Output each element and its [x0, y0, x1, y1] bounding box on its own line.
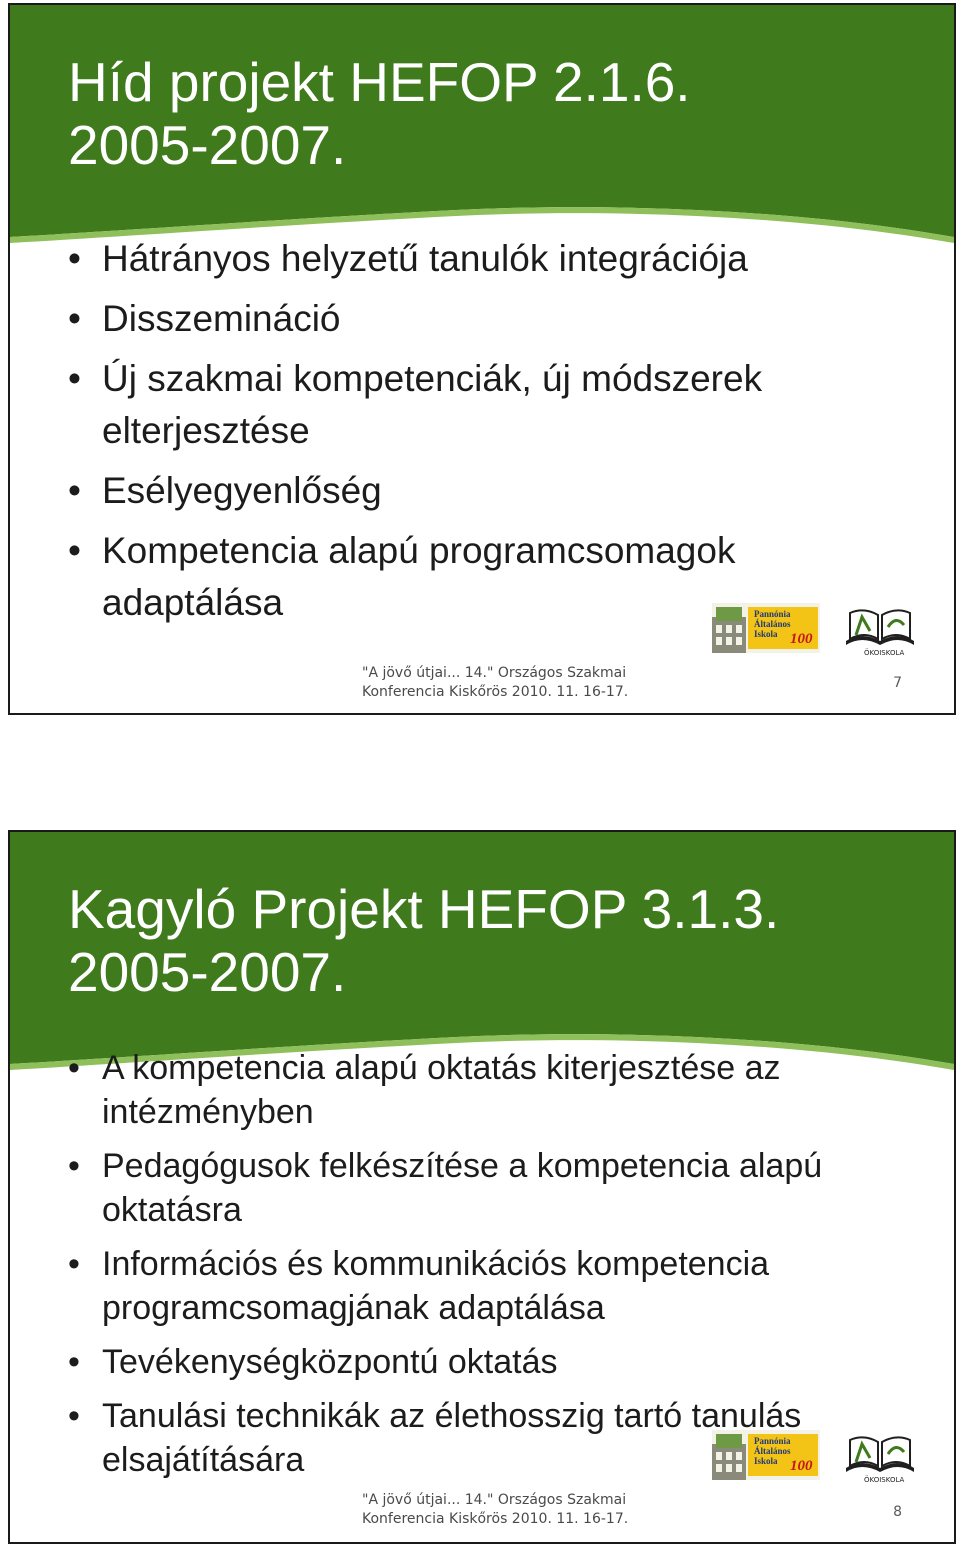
bullet-list — [68, 233, 914, 637]
slide-title-line1: Kagyló Projekt HEFOP 3.1.3. — [68, 878, 780, 940]
slide-title-line2: 2005-2007. — [68, 941, 347, 1003]
slide-title — [68, 51, 691, 177]
page-number: 7 — [893, 675, 902, 691]
svg-text:Iskola: Iskola — [754, 1456, 778, 1466]
svg-text:Általános: Általános — [754, 619, 791, 629]
svg-text:100: 100 — [790, 631, 813, 647]
bullet-item: • Új szakmai kompetenciák, új módszerek elterjesztése — [68, 353, 914, 457]
slide-footer — [362, 664, 628, 702]
slide-title-line1: Híd projekt HEFOP 2.1.6. — [68, 51, 691, 113]
footer-line1: "A jövő útjai... 14." Országos Szakmai — [362, 665, 627, 681]
footer-line1: "A jövő útjai... 14." Országos Szakmai — [362, 1492, 627, 1508]
eco-school-label: ÖKOISKOLA — [864, 649, 905, 657]
eco-school-logo — [840, 601, 920, 657]
bullet-list — [68, 1046, 900, 1492]
svg-text:Általános: Általános — [754, 1446, 791, 1456]
footer-line2: Konferencia Kiskőrös 2010. 11. 16-17. — [362, 1511, 629, 1527]
svg-text:Iskola: Iskola — [754, 629, 778, 639]
school-logo — [712, 603, 820, 653]
bullet-item: • Esélyegyenlőség — [68, 465, 914, 517]
school-logo-text: Pannónia — [754, 609, 791, 619]
slide-7 — [8, 3, 956, 715]
footer-line2: Konferencia Kiskőrös 2010. 11. 16-17. — [362, 684, 629, 700]
slide-title — [68, 878, 779, 1004]
school-logo-text: Pannónia — [754, 1436, 791, 1446]
bullet-item: • Pedagógusok felkészítése a kompetencia alapú oktatásra — [68, 1144, 900, 1232]
bullet-item: • A kompetencia alapú oktatás kiterjesztése az intézményben — [68, 1046, 900, 1134]
bullet-item: • Hátrányos helyzetű tanulók integrációja — [68, 233, 914, 285]
eco-school-label: ÖKOISKOLA — [864, 1476, 905, 1484]
bullet-item: • Információs és kommunikációs kompetencia programcsomagjának adaptálása — [68, 1242, 900, 1330]
bullet-item: • Kompetencia alapú programcsomagok adaptálása — [68, 525, 914, 629]
bullet-item: • Tanulási technikák az élethosszig tartó tanulás elsajátítására — [68, 1394, 900, 1482]
slide-footer — [362, 1491, 628, 1529]
slide-title-line2: 2005-2007. — [68, 114, 347, 176]
svg-text:100: 100 — [790, 1458, 813, 1474]
page-number: 8 — [893, 1504, 902, 1520]
bullet-item: • Disszemináció — [68, 293, 914, 345]
bullet-item: • Tevékenységközpontú oktatás — [68, 1340, 900, 1384]
